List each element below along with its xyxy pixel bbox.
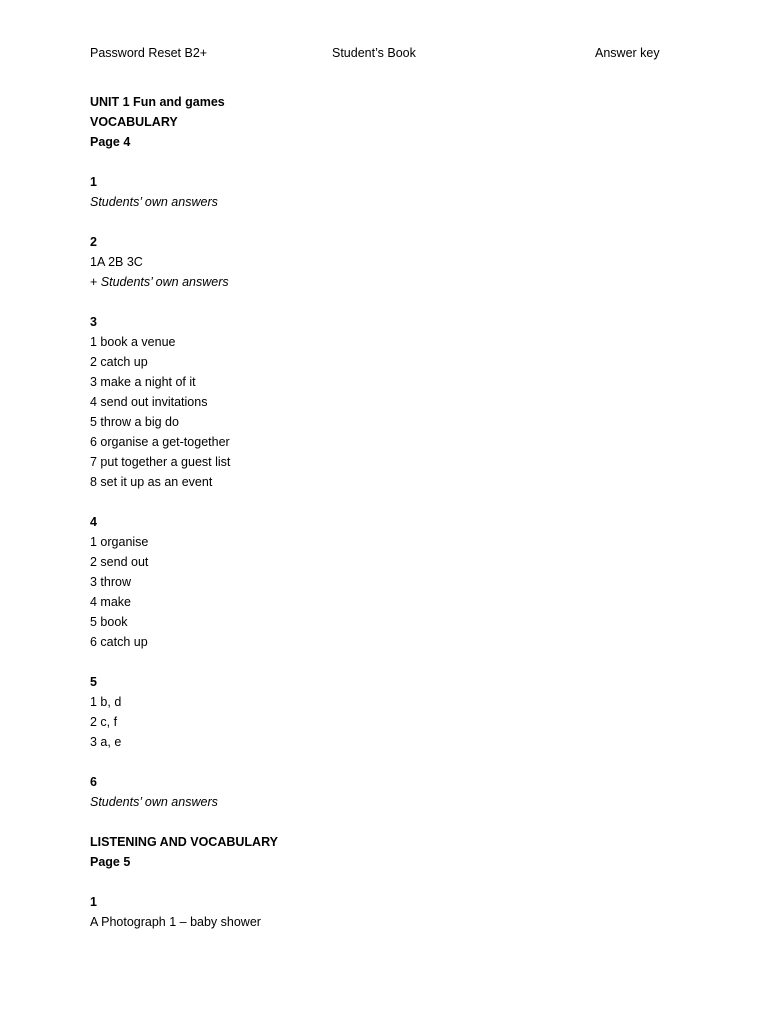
exercise-number: 5 [90,675,97,689]
exercise-answer: 1A 2B 3C [90,255,143,269]
plus-prefix: + [90,275,101,289]
answer-item: 1 b, d [90,695,122,709]
answer-item: 8 set it up as an event [90,475,213,489]
exercise-number: 6 [90,775,97,789]
answer-item: 3 a, e [90,735,122,749]
exercise-number: 1 [90,175,97,189]
answer-item: 6 catch up [90,635,148,649]
answer-item: 2 catch up [90,355,148,369]
answer-item: 1 organise [90,535,149,549]
exercise-number: 1 [90,895,97,909]
exercise-number: 4 [90,515,97,529]
exercise-answer: Students’ own answers [90,195,218,209]
exercise-answer-extra [90,272,690,292]
answer-item: 4 send out invitations [90,395,208,409]
answer-item: 1 book a venue [90,335,176,349]
exercise-number: 2 [90,235,97,249]
header-book-type: Student’s Book [332,46,416,60]
extra-answer-text: Students’ own answers [100,275,229,289]
answer-item: 2 send out [90,555,149,569]
answer-item: 2 c, f [90,715,118,729]
answer-item: 7 put together a guest list [90,455,231,469]
answer-key-content [90,92,690,932]
page-header [0,46,768,64]
header-book-title: Password Reset B2+ [90,46,208,60]
answer-item: 5 throw a big do [90,415,179,429]
answer-item: 3 throw [90,575,131,589]
answer-item: 3 make a night of it [90,375,196,389]
section-heading-vocabulary: VOCABULARY [90,115,178,129]
page-reference: Page 4 [90,135,131,149]
answer-item: 6 organise a get-together [90,435,230,449]
exercise-answer: Students’ own answers [90,795,218,809]
answer-item: 4 make [90,595,131,609]
header-answer-key: Answer key [595,46,660,60]
section-heading-listening: LISTENING AND VOCABULARY [90,835,278,849]
unit-title: UNIT 1 Fun and games [90,95,225,109]
exercise-answer: A Photograph 1 – baby shower [90,915,261,929]
page-reference: Page 5 [90,855,131,869]
answer-item: 5 book [90,615,128,629]
exercise-number: 3 [90,315,97,329]
